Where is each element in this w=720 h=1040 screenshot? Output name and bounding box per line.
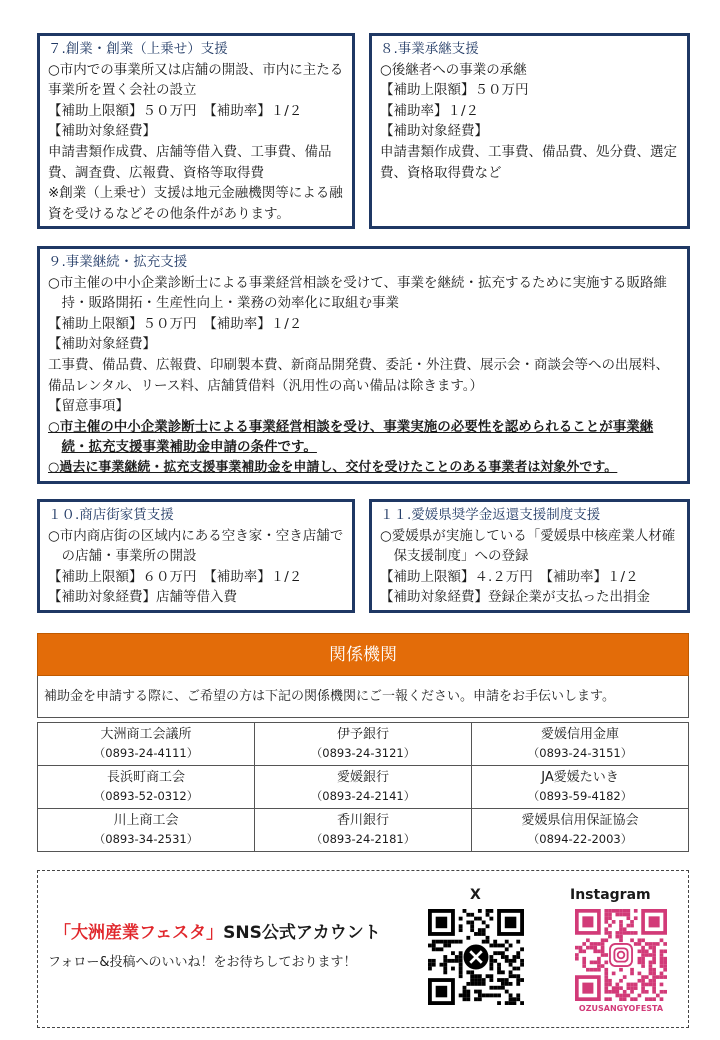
sns-title-rest: SNS公式アカウント [223,923,381,943]
org-name: 伊予銀行 [336,727,389,742]
org-tel: （0893-24-4111） [93,746,199,760]
org-tel: （0893-24-2181） [310,832,416,846]
org-tel: （0893-24-3151） [527,746,633,760]
org-name: 香川銀行 [336,813,389,828]
section-7-line: 申請書類作成費、店舗等借入費、工事費、備品費、調査費、広報費、資格等取得費 [48,143,332,181]
section-8-line: 【補助上限額】５０万円 [380,82,529,99]
org-tel: （0893-59-4182） [527,789,633,803]
org-name: JA愛媛たいき [541,770,619,785]
org-name: 川上商工会 [113,813,179,828]
x-qr-code-icon[interactable] [428,909,524,1005]
org-tel: （0893-24-3121） [310,746,416,760]
section-11-line: 【補助対象経費】登録企業が支払った出捐金 [380,589,650,606]
org-name: 大洲商工会議所 [100,727,192,742]
section-9-line: ○市主催の中小企業診断士による事業経営相談を受けて、事業を継続・拡充するために実施する販路維持・販路開拓・生産性向上・業務の効率化に取組む事業 [48,274,668,312]
section-11-line: 【補助上限額】４.２万円 【補助率】１/２ [380,568,639,585]
section-7-line: ○市内での事業所又は店舗の開設、市内に主たる事業所を置く会社の設立 [48,61,344,99]
section-8-line: 【補助率】１/２ [380,102,480,119]
org-cell [38,809,255,852]
section-8-line: 【補助対象経費】 [380,123,488,140]
section-9-note: ○過去に事業継続・拡充支援事業補助金を申請し、交付を受けたことのある事業者は対象外です。 [48,459,618,475]
org-cell [472,723,689,766]
section-9-line: 【留意事項】 [48,398,129,415]
section-8-box [369,33,690,229]
related-table [37,722,689,852]
section-11-line: ○愛媛県が実施している「愛媛県中核産業人材確保支援制度」への登録 [380,527,676,565]
org-name: 長浜町商工会 [106,770,185,785]
table-row [38,723,689,766]
org-cell [472,766,689,809]
section-10-line: ○市内商店街の区域内にある空き家・空き店舗での店舗・事業所の開設 [48,527,344,565]
section-9-line: 【補助対象経費】 [48,336,156,353]
org-tel: （0893-24-2141） [310,789,416,803]
org-cell [472,809,689,852]
org-tel: （0894-22-2003） [527,832,633,846]
section-8-line: ○後継者への事業の承継 [380,61,527,78]
org-cell [255,766,472,809]
sns-title-accent: 「大洲産業フェスタ」 [54,923,224,943]
section-11-heading: １１.愛媛県奨学金返還支援制度支援 [380,507,601,523]
section-8-line: 申請書類作成費、工事費、備品費、処分費、選定費、資格取得費など [380,143,677,181]
org-cell [255,809,472,852]
related-intro: 補助金を申請する際に、ご希望の方は下記の関係機関にご一報ください。申請をお手伝いします。 [37,676,689,718]
section-10-line: 【補助上限額】６０万円 【補助率】１/２ [48,568,303,585]
instagram-qr-code-icon[interactable] [575,909,667,1001]
org-cell [38,766,255,809]
section-7-line: 【補助上限額】５０万円 【補助率】１/２ [48,102,303,119]
org-name: 愛媛銀行 [336,770,389,785]
related-title: 関係機関 [37,633,689,676]
section-7-heading: ７.創業・創業（上乗せ）支援 [48,41,228,57]
section-9-line: 工事費、備品費、広報費、印刷製本費、新商品開発費、委託・外注費、展示会・商談会等への出展料、備品レンタル、リース料、店舗賃借料（汎用性の高い備品は除きます。） [48,356,669,394]
section-7-line: 【補助対象経費】 [48,123,156,140]
section-10-heading: １０.商店街家賃支援 [48,507,174,523]
sns-title [54,918,381,943]
section-7-line: ※創業（上乗せ）支援は地元金融機関等による融資を受けるなどその他条件があります。 [48,185,343,222]
section-9-line: 【補助上限額】５０万円 【補助率】１/２ [48,315,303,332]
instagram-label: Instagram [570,887,651,903]
section-9-box [37,246,690,484]
table-row [38,809,689,852]
section-9-note: ○市主催の中小企業診断士による事業経営相談を受け、事業実施の必要性を認められることが事業継続・拡充支援事業補助金申請の条件です。 [48,418,654,456]
org-tel: （0893-52-0312） [93,789,199,803]
instagram-qr-caption: OZUSANGYOFESTA [578,1004,664,1013]
org-tel: （0893-34-2531） [93,832,199,846]
section-10-box [37,499,355,613]
org-name: 愛媛県信用保証協会 [521,813,639,828]
sns-subtitle: フォロー&投稿へのいいね！をお待ちしております！ [48,955,357,970]
org-cell [38,723,255,766]
section-7-box [37,33,355,229]
table-row [38,766,689,809]
sns-box [37,870,689,1028]
section-9-heading: ９.事業継続・拡充支援 [48,254,188,270]
section-11-box [369,499,690,613]
org-cell [255,723,472,766]
related-organizations [37,633,689,852]
section-8-heading: ８.事業承継支援 [380,41,479,57]
x-label: X [470,887,481,903]
org-name: 愛媛信用金庫 [540,727,619,742]
section-10-line: 【補助対象経費】店舗等借入費 [48,589,237,606]
